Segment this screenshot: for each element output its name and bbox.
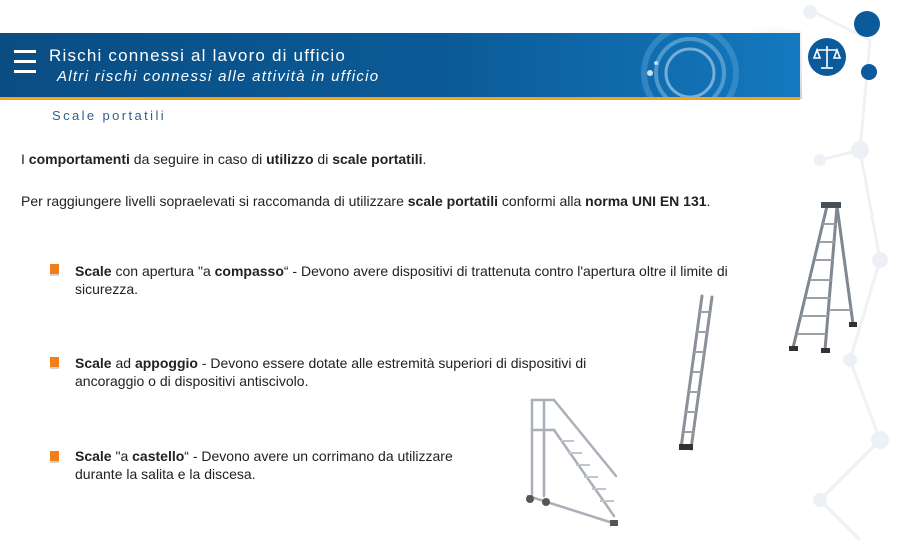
platform-ladder-illustration [518,396,623,531]
list-item-leaning-ladder: Scale ad appoggio - Devono essere dotate alle estremità superiori di dispositivi di ancoraggio o di dispositivi antiscivolo. [75,355,587,389]
decor-dot-large [854,11,880,37]
straight-ladder-illustration [676,292,716,452]
intro-paragraph-1: I comportamenti da seguire in caso di utilizzo di scale portatili. [21,151,427,167]
bullet-icon [50,264,59,276]
section-title: Scale portatili [52,108,167,123]
decor-dot-small [861,64,877,80]
header-bar [0,33,800,100]
scales-of-justice-icon [807,37,847,77]
list-item-castle-ladder: Scale "a castello“ - Devono avere un corrimano da utilizzare durante la salita e la discesa. [75,448,453,482]
header-title: Rischi connessi al lavoro di ufficio [49,46,347,65]
intro-paragraph-2: Per raggiungere livelli sopraelevati si raccomanda di utilizzare scale portatili conformi alla norma UNI EN 131. [21,193,711,209]
bullet-icon [50,357,59,369]
hamburger-menu-icon[interactable] [14,50,36,76]
step-ladder-illustration [785,200,860,355]
header-rings-decoration [630,33,800,97]
header-subtitle: Altri rischi connessi alle attività in ufficio [57,68,380,85]
bullet-icon [50,451,59,463]
list-item-compass-ladder: Scale con apertura "a compasso“ - Devono avere dispositivi di trattenuta contro l'apertura oltre il limite di sicurezza. [75,263,728,297]
